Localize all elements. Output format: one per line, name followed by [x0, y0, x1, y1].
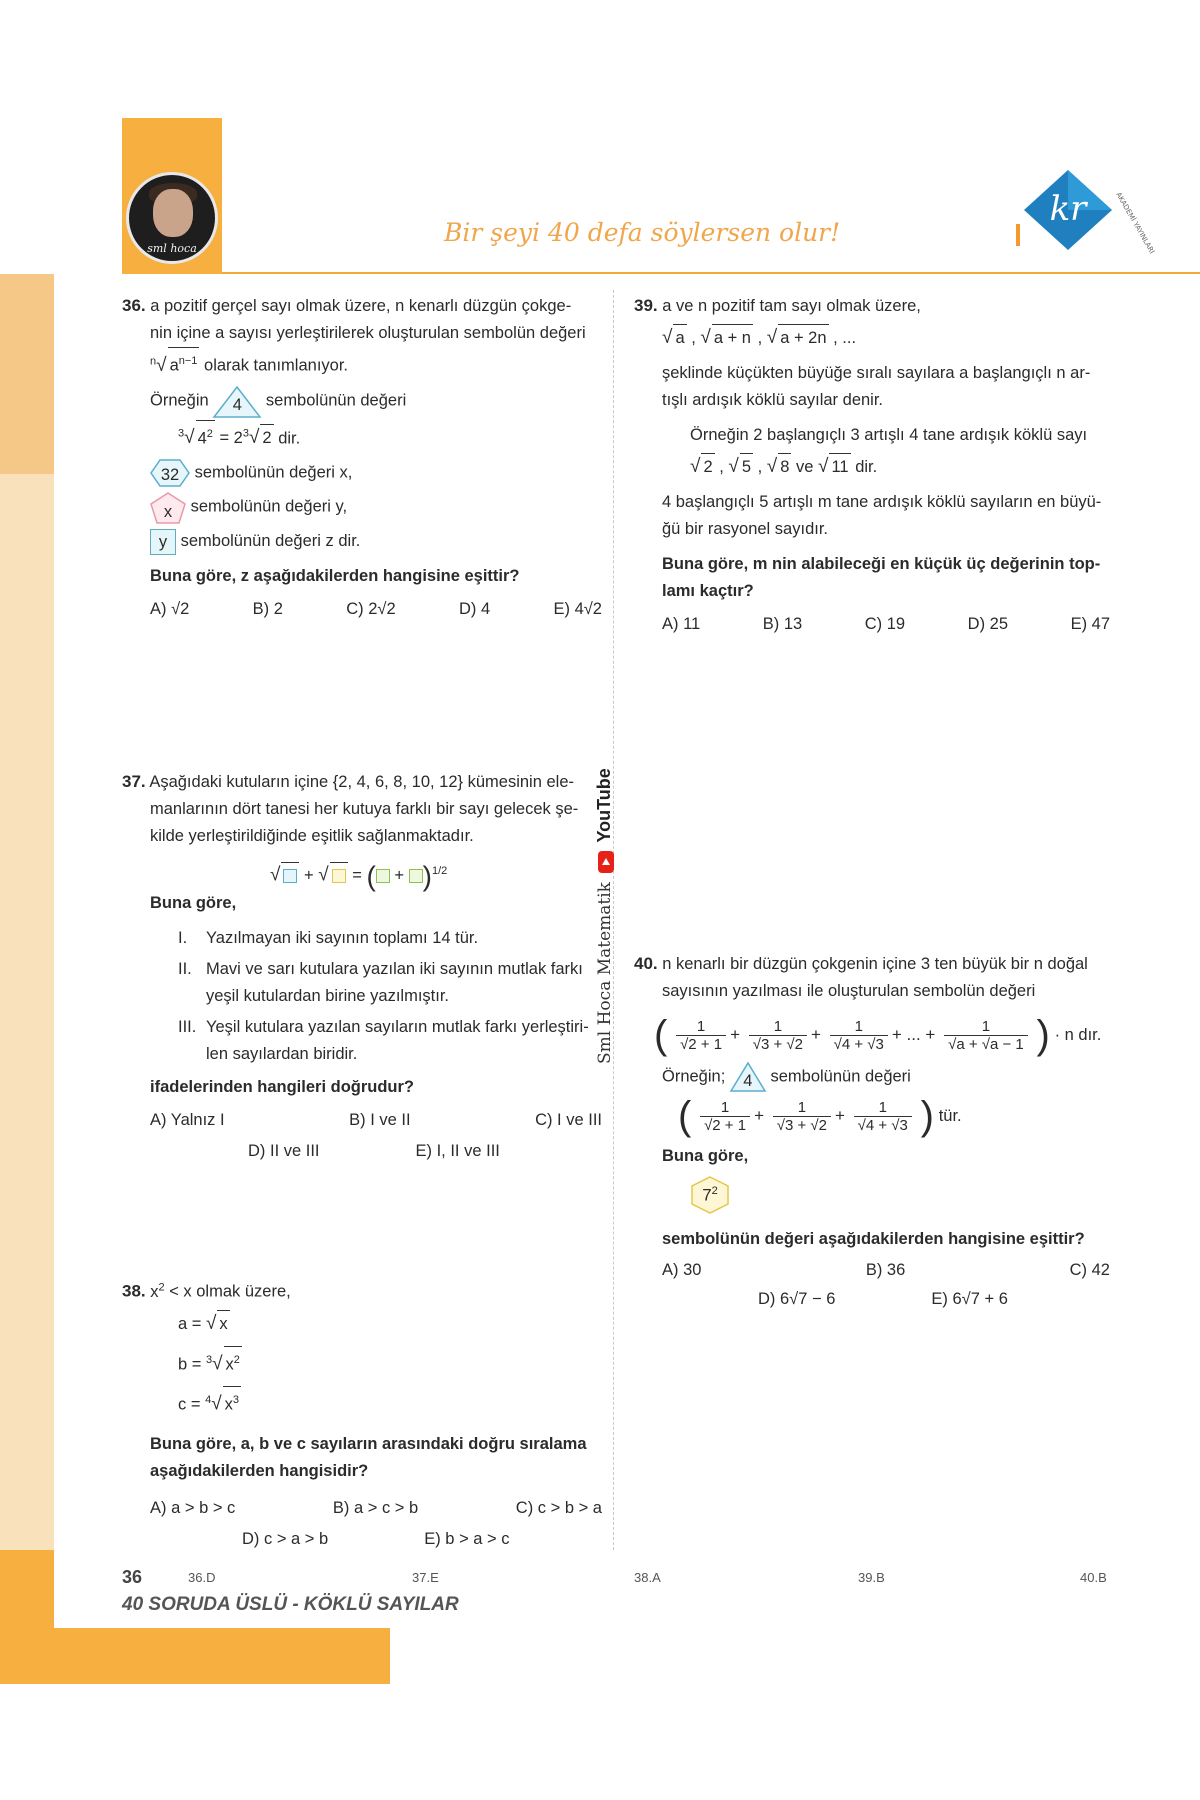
q36-question: Buna göre, z aşağıdakilerden hangisine eşittir?: [150, 567, 520, 585]
q39-sequence: √ a , √ a + n , √ a + 2n , ...: [634, 324, 1110, 352]
q39-line1: a ve n pozitif tam sayı olmak üzere,: [662, 297, 921, 315]
triangle-symbol: 4: [213, 386, 261, 416]
q40-option-c[interactable]: C) 42: [1069, 1261, 1110, 1279]
q36-line2: nin içine a sayısı yerleştirilerek oluşturulan sembolün değeri: [150, 324, 586, 342]
q37-line3: kilde yerleştirildiğinde eşitlik sağlanmaktadır.: [150, 827, 474, 845]
q39-example-roots: √ 2 , √ 5 , √ 8 ve √ 11: [690, 458, 851, 476]
q37-line1: Aşağıdaki kutuların içine {2, 4, 6, 8, 10, 12} kümesinin ele-: [149, 773, 575, 791]
q39-option-b[interactable]: B) 13: [762, 615, 803, 633]
q37-item-3-roman: III.: [178, 1017, 197, 1036]
q37-item-1-roman: I.: [178, 928, 188, 947]
q37-option-b[interactable]: B) I ve II: [349, 1110, 411, 1129]
q37-options-row1: [122, 1111, 602, 1130]
q38-options-row1: [122, 1499, 602, 1518]
q39-number: 39.: [634, 296, 658, 315]
q37-equation: √ + √ = ( + )$^{1/2}$: [270, 860, 448, 892]
q38-question2: aşağıdakilerden hangisidir?: [150, 1461, 369, 1480]
q37-item-3: [122, 1014, 602, 1041]
book-title: 40 SORUDA ÜSLÜ - KÖKLÜ SAYILAR: [122, 1594, 459, 1615]
q37-number: 37.: [122, 772, 146, 791]
answer-39: 39.B: [858, 1570, 885, 1585]
triangle-symbol-40: 4: [730, 1062, 766, 1092]
q40-example-value-suffix: tür.: [938, 1106, 962, 1125]
q36-symbol-y: [122, 528, 602, 555]
q38-question1: Buna göre, a, b ve c sayıların arasındaki doğru sıralama: [150, 1434, 587, 1453]
q40-option-b[interactable]: B) 36: [865, 1261, 906, 1279]
q40-example-prefix: Örneğin;: [662, 1067, 726, 1086]
question-39: [634, 292, 1110, 634]
youtube-channel: Sml Hoca Matematik: [595, 882, 615, 1064]
logo-text: kr: [1049, 189, 1087, 229]
q36-example: [122, 386, 602, 416]
q36-symbol-y-text: sembolünün değeri z dir.: [180, 532, 361, 550]
youtube-watermark: [594, 768, 615, 1064]
q36-number: 36.: [122, 296, 146, 315]
q39-option-e[interactable]: E) 47: [1070, 615, 1110, 633]
q38-option-b[interactable]: B) a > c > b: [332, 1498, 419, 1517]
q36-option-a[interactable]: A) √2: [150, 600, 190, 618]
q37-item-2-roman: II.: [178, 959, 192, 978]
q38-b-def: b = $^3$√ $x^2$: [122, 1346, 602, 1379]
hexagon-symbol: 32: [150, 458, 190, 488]
answer-40: 40.B: [1080, 1570, 1107, 1585]
q36-line3: olarak tanımlanıyor.: [204, 356, 349, 375]
q38-option-a[interactable]: A) a > b > c: [150, 1498, 236, 1517]
footer-strip: [54, 1550, 390, 1628]
q39-line4: Örneğin 2 başlangıçlı 3 artışlı 4 tane ardışık köklü sayı: [690, 426, 1088, 444]
q40-question: sembolünün değeri aşağıdakilerden hangisine eşittir?: [662, 1230, 1085, 1248]
q36-option-b[interactable]: B) 2: [252, 600, 283, 618]
q36-option-d[interactable]: D) 4: [458, 600, 491, 618]
q40-option-d[interactable]: D) 6√7 − 6: [758, 1290, 836, 1308]
q39-line2: şeklinde küçükten büyüğe sıralı sayılara a başlangıçlı n ar-: [662, 364, 1091, 382]
q36-line1: a pozitif gerçel sayı olmak üzere, n kenarlı düzgün çokge-: [150, 297, 572, 315]
q36-def: [122, 347, 602, 380]
q40-example-value: [634, 1094, 1110, 1139]
left-margin-band: [0, 274, 54, 1628]
q40-hexagon-symbol: $7^2$: [634, 1176, 1110, 1216]
q39-line7: ğü bir rasyonel sayıdır.: [662, 520, 828, 538]
logo-sub: AKADEMİ YAYINLARI: [1114, 191, 1156, 256]
q36-symbol-32: [122, 458, 602, 488]
q40-options-row2: [634, 1290, 1110, 1309]
q38-option-e[interactable]: E) b > a > c: [424, 1529, 510, 1548]
q37-item-2: [122, 956, 602, 983]
q37-option-e[interactable]: E) I, II ve III: [415, 1141, 500, 1160]
q40-formula: [634, 1013, 1110, 1058]
question-40: [634, 950, 1110, 1309]
q37-item-2-text: Mavi ve sarı kutulara yazılan iki sayının mutlak farkı: [206, 959, 583, 978]
square-symbol: y: [150, 529, 176, 555]
q39-line3: tışlı ardışık köklü sayılar denir.: [662, 391, 884, 409]
answer-36: 36.D: [188, 1570, 216, 1585]
question-36: [122, 292, 602, 619]
q39-question1: Buna göre, m nin alabileceği en küçük üç değerinin top-: [662, 555, 1101, 573]
q36-example-suffix: sembolünün değeri: [265, 390, 407, 409]
q37-item-3-cont: len sayılardan biridir.: [206, 1044, 358, 1063]
q38-number: 38.: [122, 1281, 146, 1301]
q38-a-def: a = √ x: [122, 1310, 602, 1338]
q40-example: [634, 1062, 1110, 1092]
q39-option-a[interactable]: A) 11: [662, 615, 701, 633]
youtube-brand: YouTube: [594, 768, 614, 843]
header-slogan: Bir şeyi 40 defa söylersen olur!: [444, 218, 841, 247]
q36-options: [122, 600, 602, 619]
youtube-play-icon: [598, 851, 614, 873]
q37-item-1-text: Yazılmayan iki sayının toplamı 14 tür.: [206, 928, 479, 947]
page-number: 36: [122, 1567, 143, 1587]
q39-example-suffix: dir.: [855, 458, 878, 476]
q36-symbol-x-text: sembolünün değeri y,: [190, 497, 348, 516]
q40-line2: sayısının yazılması ile oluşturulan sembolün değeri: [662, 982, 1036, 1000]
q36-option-e[interactable]: E) 4√2: [553, 600, 602, 618]
q39-option-d[interactable]: D) 25: [967, 615, 1009, 633]
q40-example-suffix: sembolünün değeri: [770, 1067, 911, 1086]
q38-option-d[interactable]: D) c > a > b: [242, 1529, 329, 1548]
q37-option-c[interactable]: C) I ve III: [535, 1110, 602, 1129]
q36-example-value: [122, 420, 602, 453]
q38-intro: < x olmak üzere,: [169, 1282, 291, 1301]
question-37: [122, 768, 602, 1161]
q39-line6: 4 başlangıçlı 5 artışlı m tane ardışık köklü sayıların en büyü-: [662, 493, 1102, 511]
q37-item-2-cont: yeşil kutulardan birine yazılmıştır.: [206, 986, 450, 1005]
q37-line2: manlarının dört tanesi her kutuya farklı bir sayı gelecek şe-: [150, 800, 579, 818]
q40-formula-suffix: · n dır.: [1054, 1025, 1102, 1044]
q40-option-a[interactable]: A) 30: [662, 1261, 702, 1279]
q37-option-a[interactable]: A) Yalnız I: [150, 1110, 225, 1129]
q40-formula-expr: ( $\frac{1}{√2 + 1}$ + $\frac{1}{√3 + √2}$ + $\frac{1}{√4 + √3}$ + ... + $\frac{1}{√a + √a - 1}$ ): [654, 1013, 1050, 1057]
q40-options-row1: [634, 1261, 1110, 1280]
q39-example-values: [634, 453, 1110, 481]
answer-38: 38.A: [634, 1570, 661, 1585]
q38-c-def: c = $^4$√ $x^3$: [122, 1386, 602, 1419]
q36-symbol-32-text: sembolünün değeri x,: [194, 463, 353, 482]
question-38: [122, 1274, 602, 1549]
q37-question: ifadelerinden hangileri doğrudur?: [150, 1077, 415, 1096]
header-rule: [222, 272, 1200, 274]
q38-intro-lhs: $x^2$: [150, 1281, 165, 1301]
q38-option-c[interactable]: C) c > b > a: [515, 1498, 602, 1517]
q39-question2: lamı kaçtır?: [662, 582, 754, 600]
author-avatar: [126, 172, 218, 264]
q36-symbol-x: [122, 492, 602, 522]
q37-item-3-text: Yeşil kutulara yazılan sayıların mutlak farkı yerleştiri-: [206, 1017, 589, 1036]
q36-option-c[interactable]: C) 2√2: [346, 600, 396, 618]
q37-options-row2: [122, 1142, 602, 1161]
q40-line1: n kenarlı bir düzgün çokgenin içine 3 ten büyük bir n doğal: [662, 955, 1088, 973]
pentagon-symbol: x: [150, 492, 186, 522]
q36-example-value-suffix: dir.: [278, 429, 301, 447]
answer-37: 37.E: [412, 1570, 439, 1585]
q37-item-1: [122, 925, 602, 952]
q37-option-d[interactable]: D) II ve III: [248, 1141, 320, 1160]
q40-option-e[interactable]: E) 6√7 + 6: [931, 1290, 1008, 1308]
q37-buna: Buna göre,: [150, 893, 237, 912]
q36-def-formula: $^n$√ $a^{n-1}$: [150, 357, 199, 375]
q36-example-formula: $^3$√ $4^2 = 2^3√$ 2: [178, 429, 274, 447]
q36-example-prefix: Örneğin: [150, 390, 209, 409]
left-margin-band-accent: [0, 274, 54, 474]
q38-options-row2: [122, 1530, 602, 1549]
q39-option-c[interactable]: C) 19: [864, 615, 906, 633]
q40-buna: Buna göre,: [662, 1147, 749, 1165]
q40-number: 40.: [634, 954, 658, 973]
publisher-logo: [1012, 166, 1156, 266]
avatar-signature: sml hoca: [147, 242, 197, 255]
q39-options: [634, 615, 1110, 634]
q40-example-expr: ( $\frac{1}{√2 + 1}$ + $\frac{1}{√3 + √2}$ + $\frac{1}{√4 + √3}$ ): [678, 1094, 934, 1138]
